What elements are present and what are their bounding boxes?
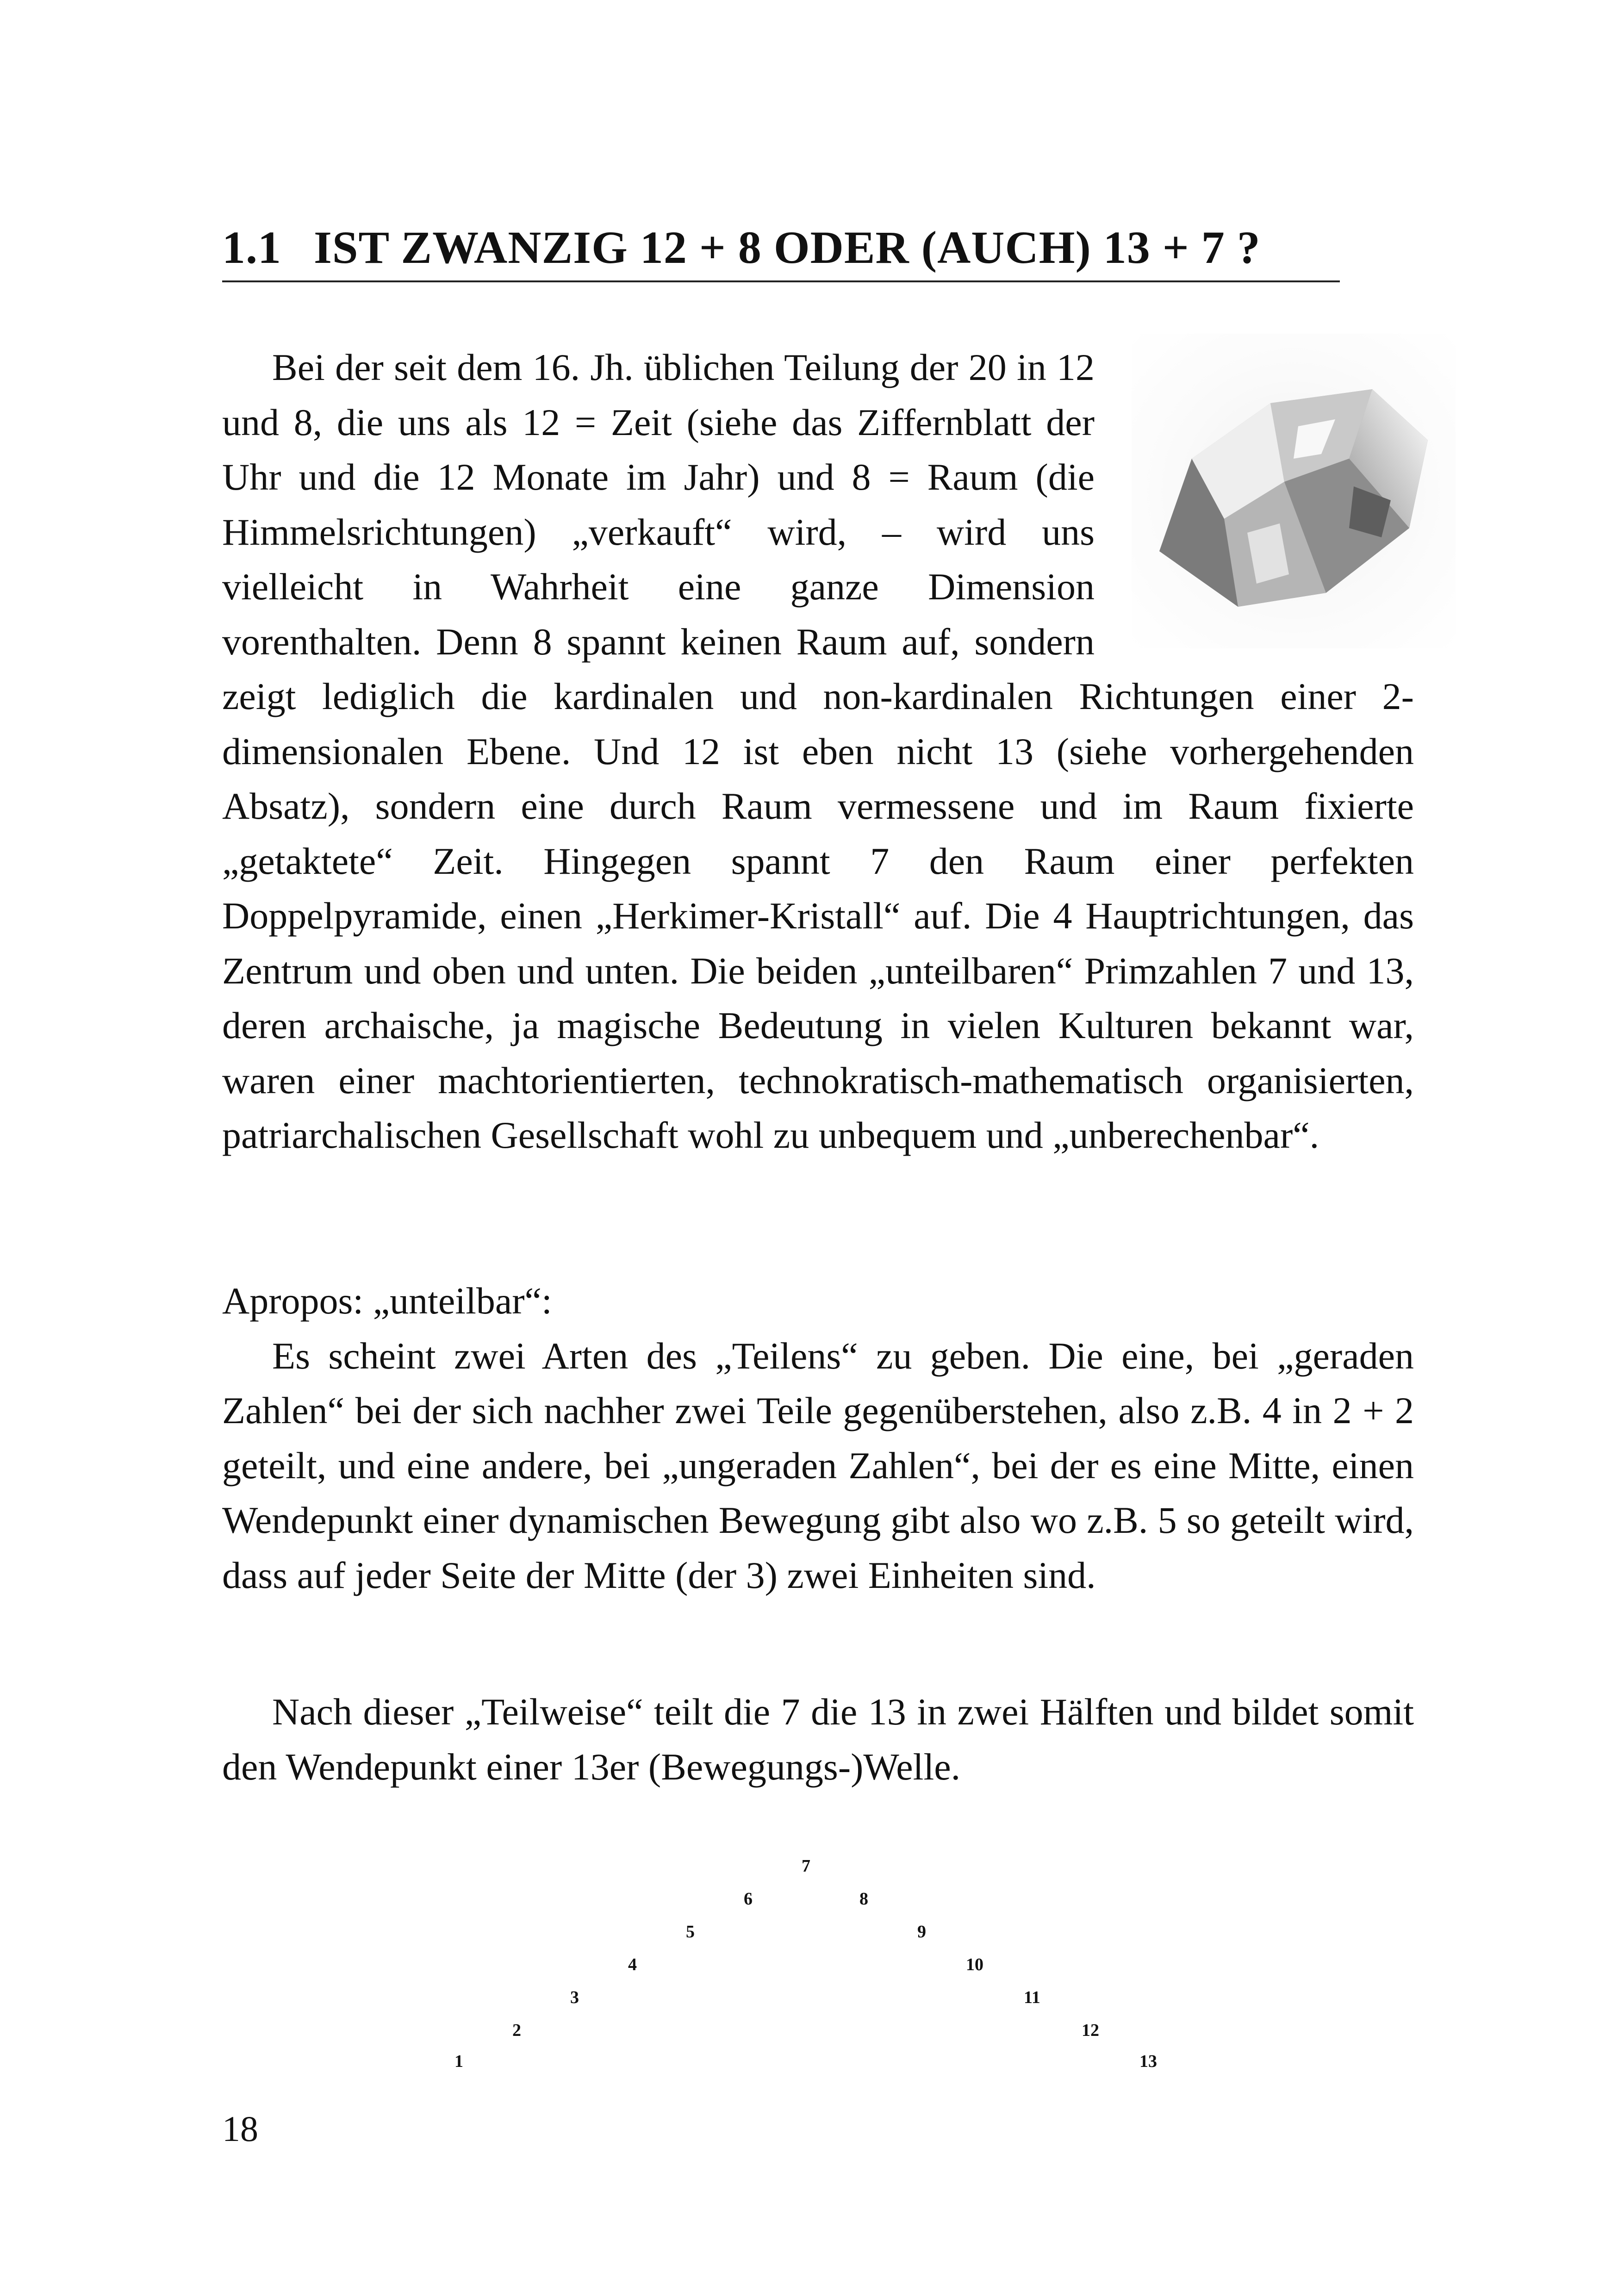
wave-number: 11 bbox=[1024, 1988, 1040, 2007]
wave-number: 10 bbox=[966, 1955, 983, 1974]
paragraph-2: Es scheint zwei Arten des „Teilens“ zu geben. Die eine, bei „geraden Zahlen“ bei der sich nachher zwei Teile gegenüberstehen, also z.B. 4 in 2 + 2 geteilt, und eine andere, bei „ungeraden Zahlen“, bei der es eine Mitte, einen Wendepunkt einer dynamischen Bewegung gibt also wo z.B. 5 so geteilt wird, dass auf jeder Seite der Mitte (der 3) zwei Einheiten sind. bbox=[222, 1334, 1414, 1596]
apropos-line: Apropos: „unteilbar“: bbox=[222, 1280, 552, 1322]
text-block-3 bbox=[222, 1685, 1414, 1794]
paragraph-3: Nach dieser „Teilweise“ teilt die 7 die 13 in zwei Hälften und bildet somit den Wendepunkt einer 13er (Bewegungs-)Welle. bbox=[222, 1691, 1414, 1788]
wave-number: 7 bbox=[802, 1856, 810, 1876]
wave-number: 12 bbox=[1082, 2021, 1099, 2040]
section-title: IST ZWANZIG 12 + 8 ODER (AUCH) 13 + 7 ? bbox=[314, 222, 1261, 273]
wave-number: 3 bbox=[570, 1988, 579, 2007]
page-number: 18 bbox=[222, 2109, 258, 2149]
wave-number: 13 bbox=[1139, 2052, 1157, 2071]
wave-number: 9 bbox=[917, 1922, 926, 1941]
wave-number: 5 bbox=[686, 1922, 695, 1941]
crystal-icon bbox=[1132, 334, 1456, 648]
wave-number: 6 bbox=[744, 1889, 753, 1909]
herkimer-crystal-image bbox=[1132, 334, 1456, 648]
wave-number: 8 bbox=[859, 1889, 868, 1909]
text-block-1 bbox=[222, 340, 1414, 1163]
section-heading bbox=[222, 218, 1340, 282]
section-number: 1.1 bbox=[222, 222, 281, 273]
wave-number: 4 bbox=[628, 1955, 637, 1974]
paragraph-1: Bei der seit dem 16. Jh. üblichen Teilung der 20 in 12 und 8, die uns als 12 = Zeit (siehe das Ziffernblatt der Uhr und die 12 Monate im Jahr) und 8 = Raum (die Himmelsrichtungen) „verkauft“ wird, – wird uns vielleicht in Wahrheit eine ganze Dimension vorenthalten. Denn 8 spannt keinen Raum auf, sondern zeigt lediglich die kardinalen und non-kardinalen Richtungen einer 2-dimensionalen Ebene. Und 12 ist eben nicht 13 (siehe vorhergehenden Absatz), sondern eine durch Raum vermessene und im Raum fixierte „getaktete“ Zeit. Hingegen spannt 7 den Raum einer perfekten Doppelpyramide, einen „Herkimer-Kristall“ auf. Die 4 Hauptrichtungen, das Zentrum und oben und unten. Die beiden „unteilbaren“ Primzahlen 7 und 13, deren archaische, ja magische Bedeutung in vielen Kulturen bekannt war, waren einer machtorientierten, technokratisch-mathematisch organisierten, patriarchalischen Gesellschaft wohl zu unbequem und „unberechenbar“. bbox=[222, 346, 1414, 1156]
text-block-2 bbox=[222, 1274, 1414, 1603]
wave-number: 1 bbox=[454, 2052, 463, 2071]
wave-number: 2 bbox=[512, 2021, 521, 2040]
